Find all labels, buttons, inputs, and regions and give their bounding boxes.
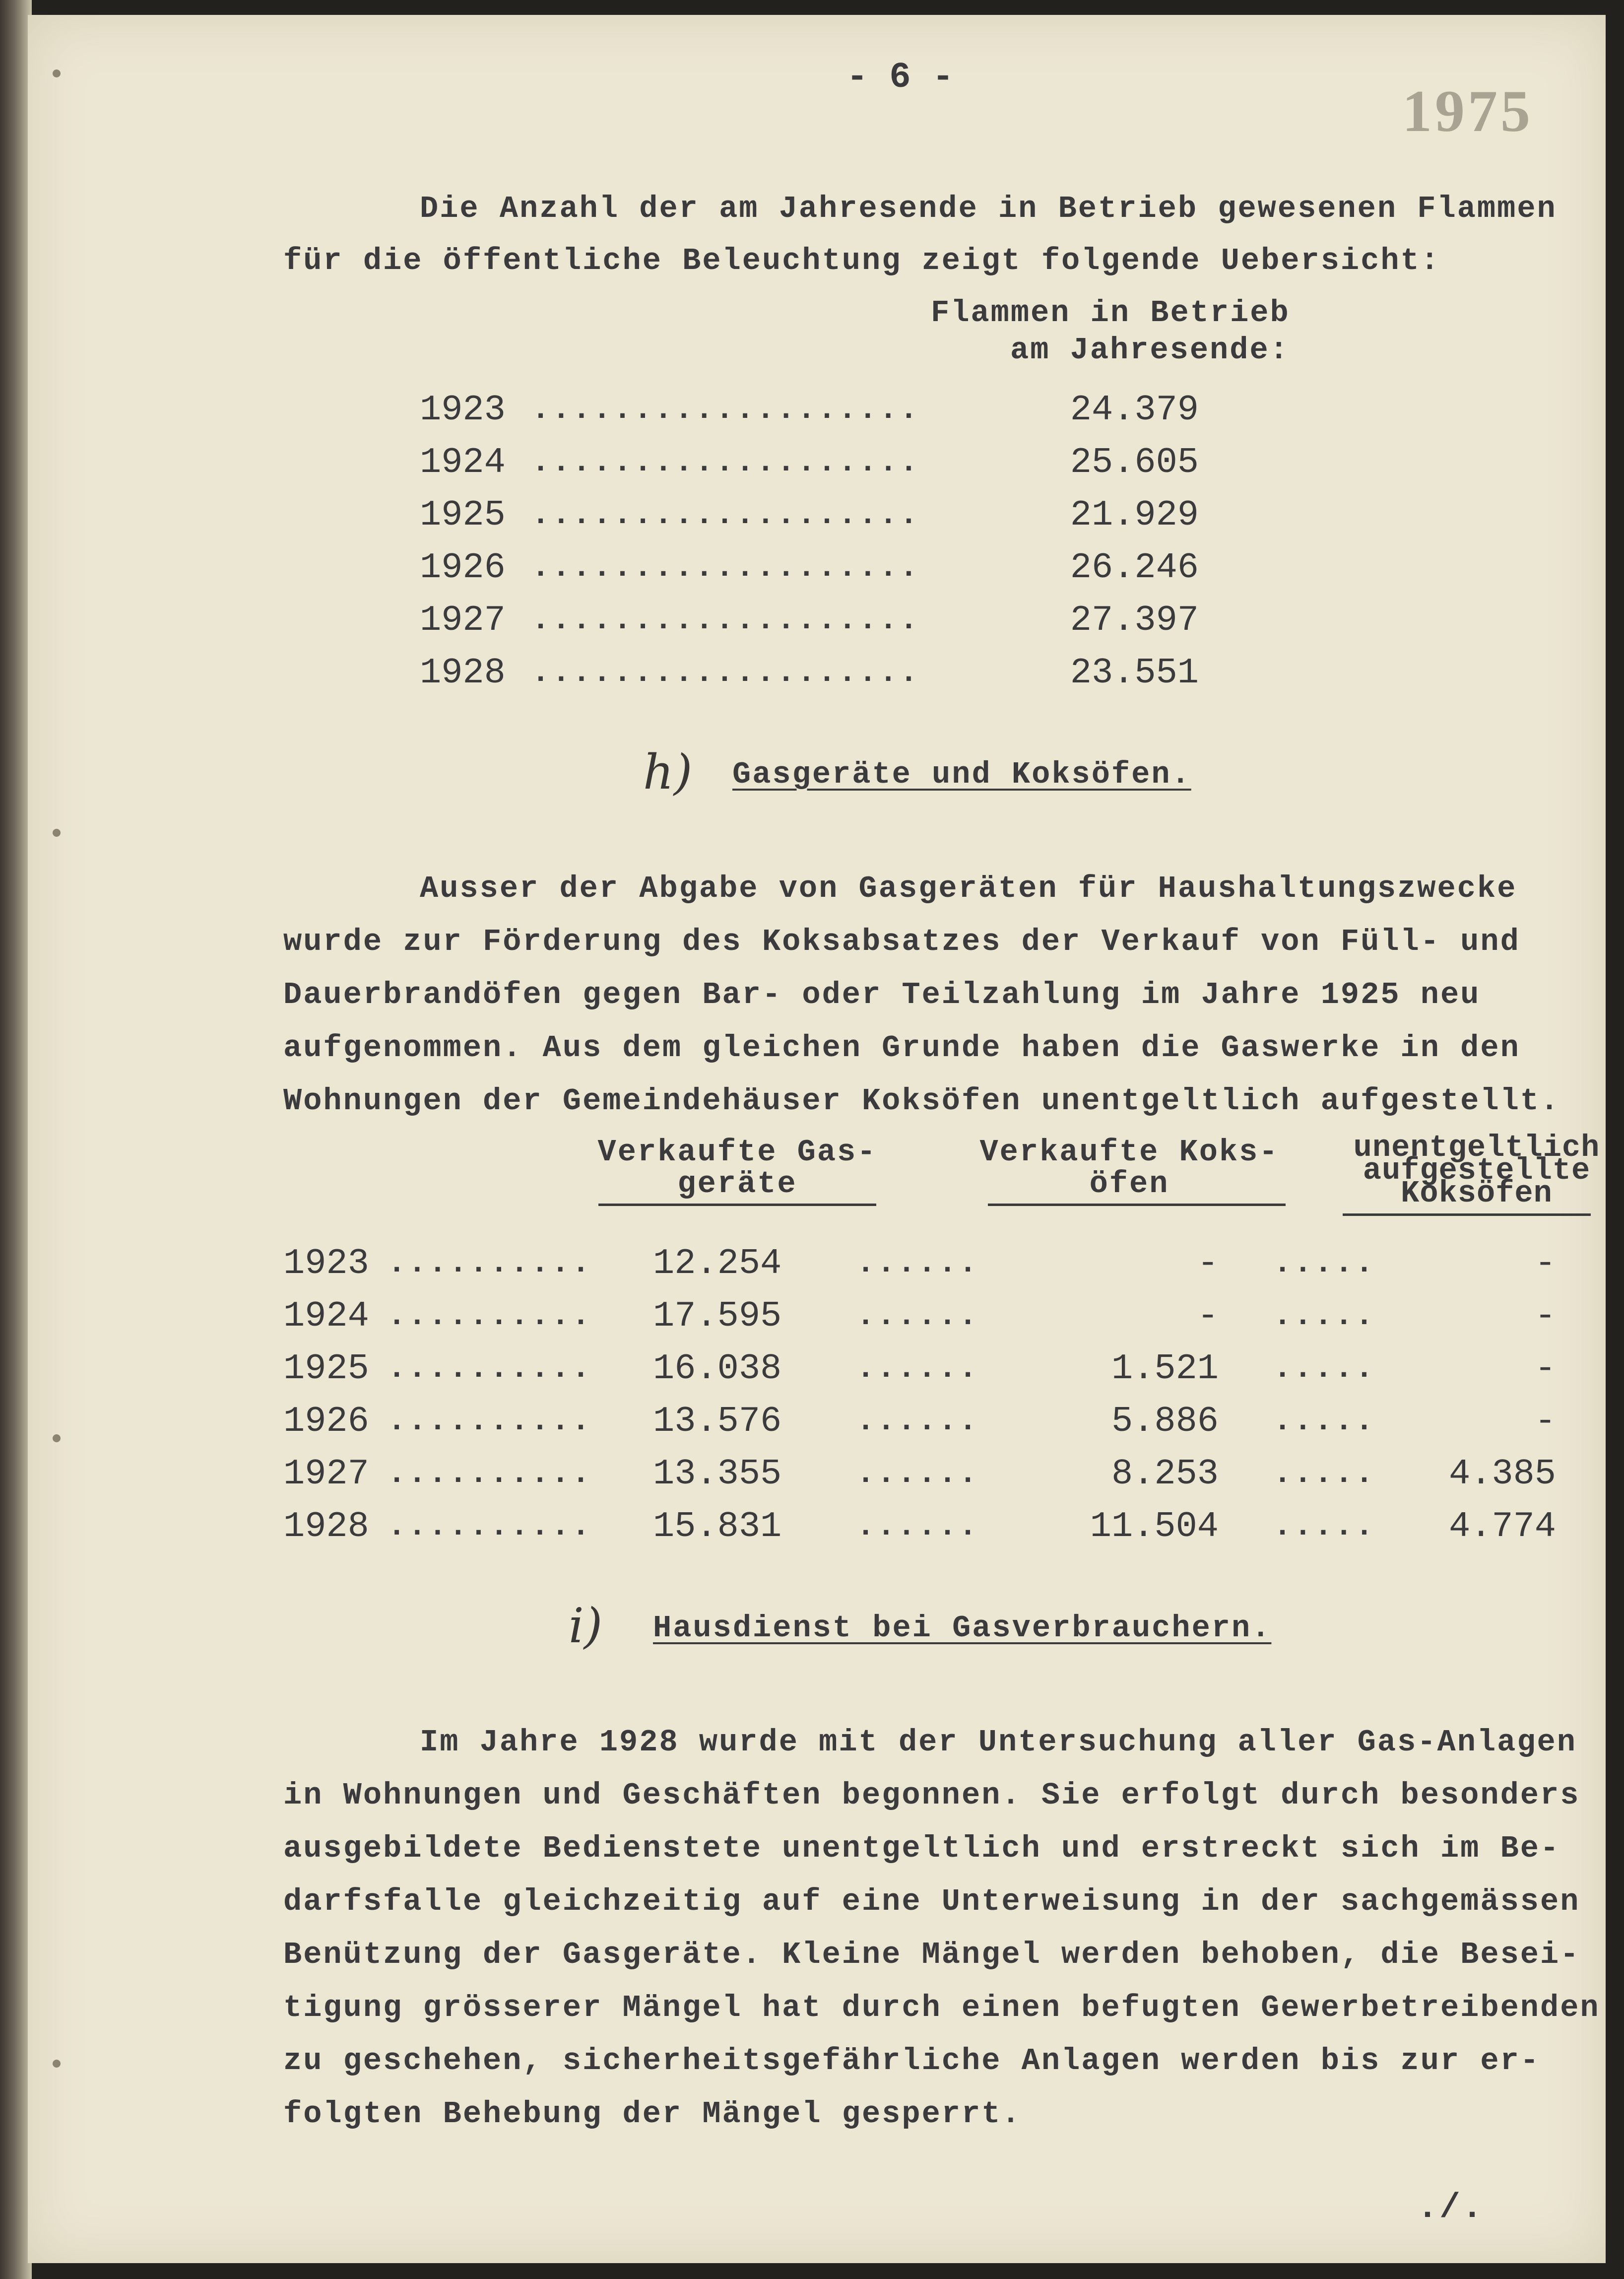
- year-cell: 1924: [420, 442, 506, 483]
- coke-ovens-cell: 1.521: [1111, 1348, 1219, 1389]
- year-cell: 1927: [283, 1454, 369, 1494]
- paragraph-line: tigung grösserer Mängel hat durch einen befugten Gewerbetreibenden: [283, 1990, 1600, 2025]
- flames-value-cell: 26.246: [1070, 547, 1199, 588]
- dot-leader: ..........: [388, 1298, 592, 1334]
- flames-value-cell: 23.551: [1070, 653, 1199, 693]
- page-stamp: 1975: [1402, 78, 1533, 144]
- free-ovens-cell: -: [1534, 1348, 1556, 1389]
- flames-value-cell: 27.397: [1070, 600, 1199, 641]
- column-header-coke-ovens: Verkaufte Koks- öfen: [979, 1135, 1279, 1202]
- dot-leader: ..........: [388, 1351, 592, 1386]
- intro-line: für die öffentliche Beleuchtung zeigt folgende Uebersicht:: [283, 243, 1440, 278]
- section-heading: Hausdienst bei Gasverbrauchern.: [653, 1610, 1272, 1646]
- paragraph-line: darfsfalle gleichzeitig auf eine Unterweisung in der sachgemässen: [283, 1884, 1580, 1919]
- gas-appliances-cell: 16.038: [653, 1348, 782, 1389]
- gas-appliances-cell: 13.355: [653, 1454, 782, 1494]
- free-ovens-cell: 4.385: [1448, 1454, 1556, 1494]
- paragraph-line: Wohnungen der Gemeindehäuser Koksöfen unentgeltlich aufgestellt.: [283, 1083, 1560, 1119]
- intro-line: Die Anzahl der am Jahresende in Betrieb gewesenen Flammen: [420, 191, 1557, 226]
- paragraph-line: zu geschehen, sicherheitsgefährliche Anlagen werden bis zur er-: [283, 2043, 1540, 2078]
- paragraph-line: aufgenommen. Aus dem gleichen Grunde haben die Gaswerke in den: [283, 1030, 1520, 1066]
- year-cell: 1925: [420, 495, 506, 536]
- dot-leader: ..........: [388, 1509, 592, 1544]
- dot-leader: ...................: [531, 445, 920, 480]
- year-cell: 1926: [283, 1401, 369, 1442]
- dot-leader: ..........: [388, 1404, 592, 1439]
- year-cell: 1923: [283, 1243, 369, 1284]
- header-underline: [988, 1204, 1286, 1206]
- section-marker: i): [569, 1598, 603, 1654]
- coke-ovens-cell: -: [1197, 1243, 1219, 1284]
- free-ovens-cell: -: [1534, 1401, 1556, 1442]
- column-header-free-ovens: unentgeltlich aufgestellte Koksöfen: [1353, 1130, 1600, 1211]
- column-header-gas-appliances: Verkaufte Gas- geräte: [597, 1135, 877, 1202]
- dot-leader: ..........: [388, 1246, 592, 1281]
- dot-leader: ......: [856, 1298, 979, 1334]
- dot-leader: ...................: [531, 603, 920, 638]
- year-cell: 1928: [420, 653, 506, 693]
- flames-value-cell: 25.605: [1070, 442, 1199, 483]
- paragraph-line: Im Jahre 1928 wurde mit der Untersuchung aller Gas-Anlagen: [420, 1725, 1577, 1760]
- coke-ovens-cell: 8.253: [1111, 1454, 1219, 1494]
- dot-leader: ......: [856, 1456, 979, 1491]
- book-binding: [0, 0, 32, 2279]
- dot-leader: ...................: [531, 392, 920, 427]
- binding-stitch: [53, 829, 61, 837]
- dot-leader: ..........: [388, 1456, 592, 1491]
- dot-leader: .....: [1273, 1298, 1376, 1334]
- flames-value-cell: 24.379: [1070, 390, 1199, 430]
- page-number: - 6 -: [846, 57, 954, 98]
- dot-leader: ......: [856, 1351, 979, 1386]
- dot-leader: ...................: [531, 550, 920, 585]
- year-cell: 1927: [420, 600, 506, 641]
- year-cell: 1923: [420, 390, 506, 430]
- paragraph-line: Ausser der Abgabe von Gasgeräten für Haushaltungszwecke: [420, 871, 1517, 906]
- dot-leader: .....: [1273, 1246, 1376, 1281]
- dot-leader: .....: [1273, 1404, 1376, 1439]
- paragraph-line: wurde zur Förderung des Koksabsatzes der Verkauf von Füll- und: [283, 924, 1520, 959]
- coke-ovens-cell: 5.886: [1111, 1401, 1219, 1442]
- dot-leader: ...................: [531, 497, 920, 533]
- free-ovens-cell: -: [1534, 1296, 1556, 1337]
- continuation-mark: ./.: [1417, 2189, 1485, 2228]
- gas-appliances-cell: 17.595: [653, 1296, 782, 1337]
- header-underline: [1343, 1213, 1591, 1216]
- column-header: Flammen in Betrieb: [931, 295, 1290, 331]
- dot-leader: ......: [856, 1246, 979, 1281]
- dot-leader: ......: [856, 1404, 979, 1439]
- year-cell: 1925: [283, 1348, 369, 1389]
- binding-stitch: [53, 69, 61, 77]
- gas-appliances-cell: 12.254: [653, 1243, 782, 1284]
- dot-leader: ......: [856, 1509, 979, 1544]
- paragraph-line: Benützung der Gasgeräte. Kleine Mängel werden behoben, die Besei-: [283, 1937, 1580, 1972]
- dot-leader: .....: [1273, 1509, 1376, 1544]
- free-ovens-cell: -: [1534, 1243, 1556, 1284]
- dot-leader: .....: [1273, 1351, 1376, 1386]
- gas-appliances-cell: 15.831: [653, 1506, 782, 1547]
- column-header: am Jahresende:: [1010, 333, 1290, 368]
- year-cell: 1924: [283, 1296, 369, 1337]
- flames-value-cell: 21.929: [1070, 495, 1199, 536]
- section-marker: h): [643, 744, 693, 800]
- year-cell: 1926: [420, 547, 506, 588]
- binding-stitch: [53, 1434, 61, 1442]
- year-cell: 1928: [283, 1506, 369, 1547]
- document-page: [28, 15, 1606, 2263]
- paragraph-line: folgten Behebung der Mängel gesperrt.: [283, 2096, 1022, 2132]
- paragraph-line: Dauerbrandöfen gegen Bar- oder Teilzahlung im Jahre 1925 neu: [283, 977, 1481, 1012]
- dot-leader: ...................: [531, 655, 920, 690]
- paragraph-line: in Wohnungen und Geschäften begonnen. Sie erfolgt durch besonders: [283, 1778, 1580, 1813]
- coke-ovens-cell: -: [1197, 1296, 1219, 1337]
- coke-ovens-cell: 11.504: [1090, 1506, 1219, 1547]
- paragraph-line: ausgebildete Bedienstete unentgeltlich und erstreckt sich im Be-: [283, 1831, 1560, 1866]
- section-heading: Gasgeräte und Koksöfen.: [732, 757, 1191, 792]
- dot-leader: .....: [1273, 1456, 1376, 1491]
- gas-appliances-cell: 13.576: [653, 1401, 782, 1442]
- binding-stitch: [53, 2060, 61, 2068]
- free-ovens-cell: 4.774: [1448, 1506, 1556, 1547]
- header-underline: [598, 1204, 876, 1206]
